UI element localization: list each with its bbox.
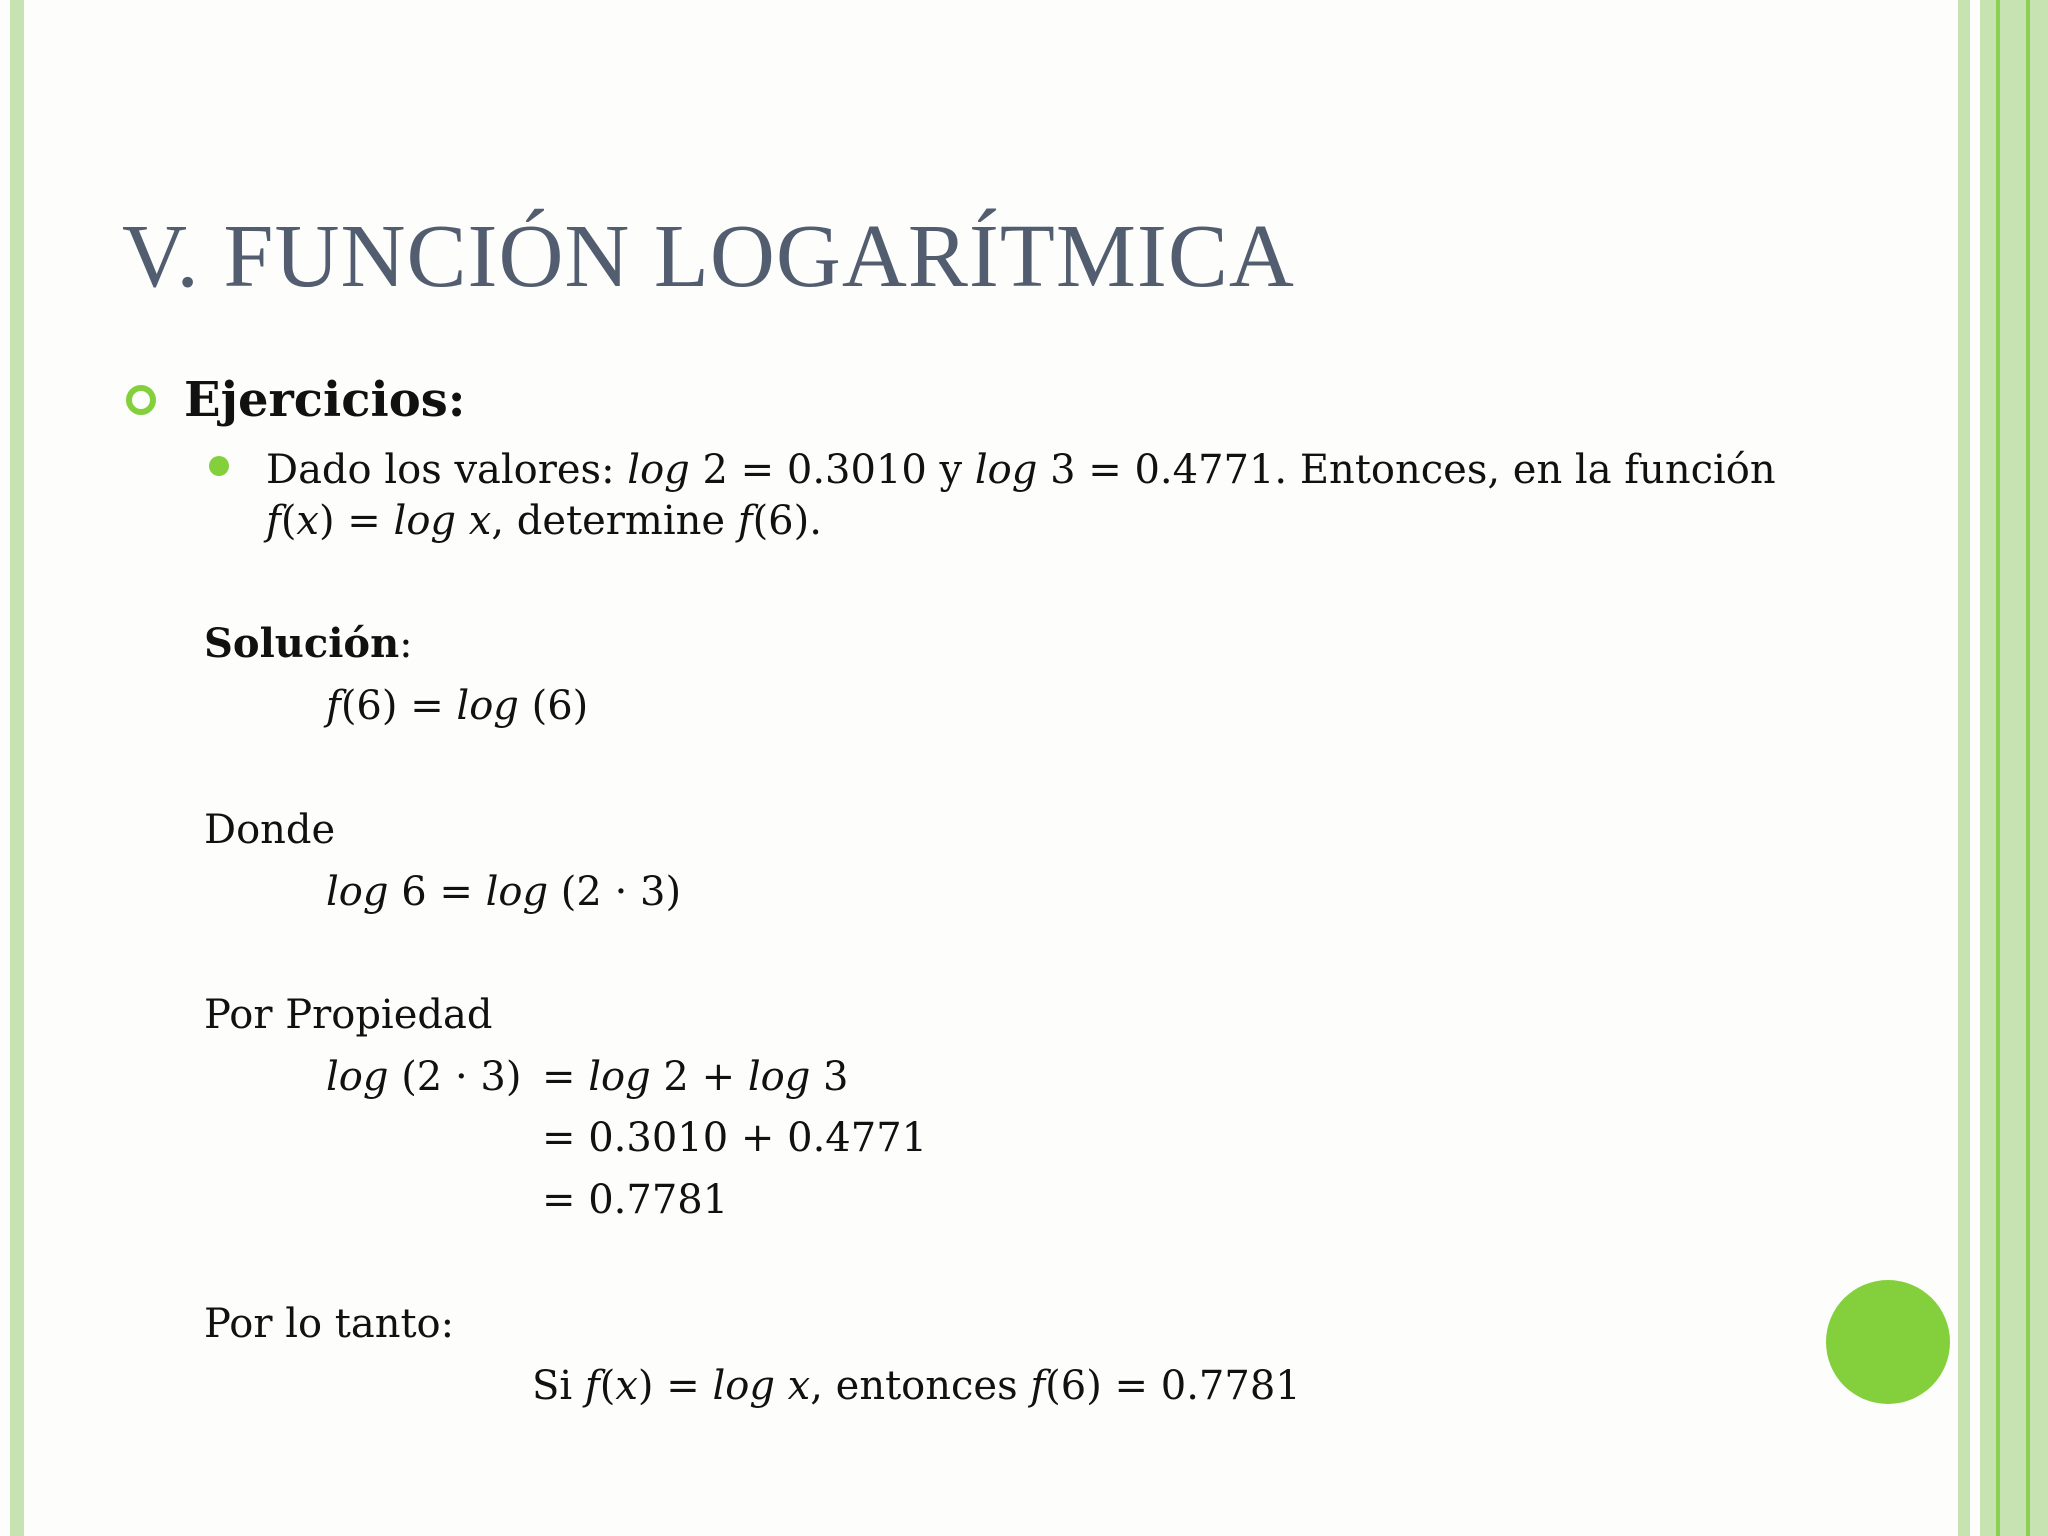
donde-equation: log 6 = log (2 · 3) (326, 869, 682, 915)
property-equation-rhs-2: = 0.3010 + 0.4771 (542, 1115, 928, 1161)
property-equation-rhs-1: = log 2 + log 3 (542, 1054, 849, 1100)
solution-equation: f(6) = log (6) (326, 683, 589, 729)
green-circle-decoration (1826, 1280, 1950, 1404)
solution-label: Solución: (204, 620, 413, 667)
problem-line-1: Dado los valores: log 2 = 0.3010 y log 3 = 0.4771. Entonces, en la función (266, 447, 1776, 493)
property-equation-rhs-3: = 0.7781 (542, 1177, 729, 1223)
propiedad-label: Por Propiedad (204, 992, 493, 1038)
right-border-stripe (1958, 0, 1970, 1536)
right-border-line-outer (2026, 0, 2030, 1536)
right-border-band (1980, 0, 2048, 1536)
problem-line-2: f(x) = log x, determine f(6). (266, 498, 822, 544)
left-border-stripe (10, 0, 24, 1536)
hollow-bullet-icon (126, 385, 156, 415)
right-border-line (1996, 0, 2000, 1536)
conclusion-label: Por lo tanto: (204, 1301, 455, 1347)
filled-bullet-icon (209, 456, 229, 476)
donde-label: Donde (204, 807, 336, 853)
section-heading: Ejercicios: (184, 372, 466, 428)
slide-title: V. FUNCIÓN LOGARÍTMICA (122, 207, 1295, 306)
final-equation: Si f(x) = log x, entonces f(6) = 0.7781 (532, 1363, 1301, 1409)
property-equation-lhs: log (2 · 3) (326, 1054, 522, 1100)
